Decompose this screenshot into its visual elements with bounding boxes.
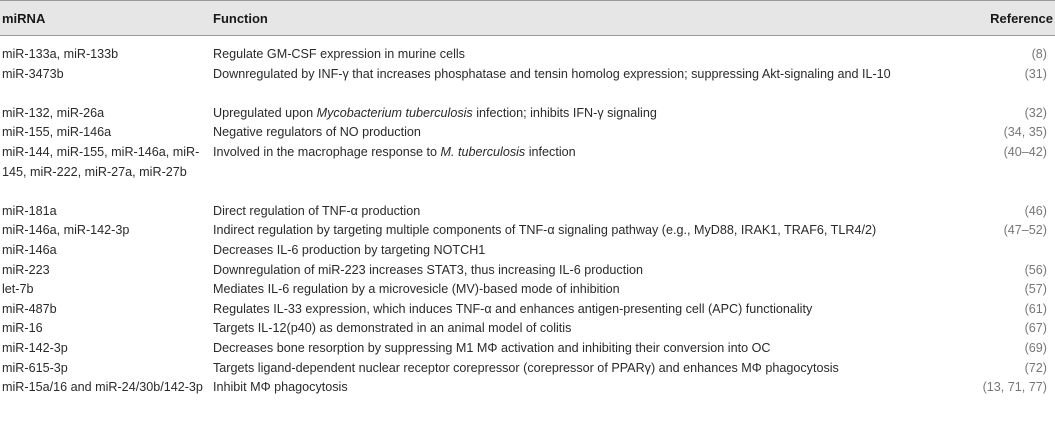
cell-mirna: miR-155, miR-146a	[2, 125, 112, 140]
header-mirna: miRNA	[2, 11, 46, 26]
cell-mirna: miR-144, miR-155, miR-146a, miR-145, miR-222, miR-27a, miR-27b	[2, 144, 200, 179]
cell-function: Mediates IL-6 regulation by a microvesicle (MV)-based mode of inhibition	[213, 282, 620, 297]
function-text: infection	[525, 144, 576, 159]
cell-reference: (61)	[1024, 301, 1047, 316]
table-row	[0, 104, 1055, 124]
table-row	[0, 241, 1055, 261]
header-function: Function	[213, 11, 268, 26]
function-italic: Mycobacterium tuberculosis	[316, 105, 473, 120]
table-row	[0, 261, 1055, 281]
cell-function: Decreases IL-6 production by targeting NOTCH1	[213, 242, 486, 257]
function-text: Involved in the macrophage response to	[213, 144, 441, 159]
cell-function: Downregulation of miR-223 increases STAT3, thus increasing IL-6 production	[213, 262, 644, 277]
cell-mirna: miR-615-3p	[2, 360, 68, 375]
table-row	[0, 221, 1055, 241]
cell-mirna: miR-181a	[2, 203, 57, 218]
cell-reference: (67)	[1024, 321, 1047, 336]
table-row	[0, 378, 1055, 417]
cell-function	[213, 143, 948, 163]
cell-reference: (13, 71, 77)	[982, 380, 1047, 395]
table-row	[0, 359, 1055, 379]
cell-mirna: miR-142-3p	[2, 340, 68, 355]
cell-function: Regulate GM-CSF expression in murine cells	[213, 47, 465, 61]
table-header	[0, 0, 1055, 36]
cell-function: Decreases bone resorption by suppressing M1 MΦ activation and inhibiting their conversion into OC	[213, 340, 771, 355]
cell-mirna: miR-487b	[2, 301, 57, 316]
cell-reference: (34, 35)	[1003, 125, 1047, 140]
cell-reference: (46)	[1024, 203, 1047, 218]
cell-mirna: miR-16	[2, 321, 43, 336]
cell-mirna: miR-133a, miR-133b	[2, 47, 119, 61]
table-row	[0, 202, 1055, 222]
cell-mirna: miR-223	[2, 262, 50, 277]
table-row	[0, 300, 1055, 320]
table-row	[0, 123, 1055, 143]
cell-mirna: miR-15a/16 and miR-24/30b/142-3p	[2, 380, 203, 395]
function-text: infection; inhibits IFN-γ signaling	[472, 105, 657, 120]
table-row	[0, 280, 1055, 300]
cell-function: Regulates IL-33 expression, which induces TNF-α and enhances antigen-presenting cell (APC) functionality	[213, 301, 813, 316]
cell-reference: (47–52)	[1003, 223, 1047, 238]
function-italic: M. tuberculosis	[440, 144, 526, 159]
function-text: Upregulated upon	[213, 105, 317, 120]
cell-mirna: miR-3473b	[2, 66, 64, 81]
cell-reference: (8)	[1031, 47, 1047, 61]
cell-reference: (72)	[1024, 360, 1047, 375]
table-body	[0, 45, 1055, 417]
cell-mirna: let-7b	[2, 282, 34, 297]
cell-reference: (40–42)	[1003, 144, 1047, 159]
table-row	[0, 339, 1055, 359]
header-reference: Reference	[990, 11, 1053, 26]
table-row	[0, 319, 1055, 339]
cell-function: Targets IL-12(p40) as demonstrated in an animal model of colitis	[213, 321, 572, 336]
cell-reference: (69)	[1024, 340, 1047, 355]
cell-function: Targets ligand-dependent nuclear receptor corepressor (corepressor of PPARγ) and enhances MΦ phagocytosis	[213, 360, 839, 375]
cell-function	[213, 104, 948, 124]
cell-mirna: miR-146a	[2, 242, 57, 257]
cell-reference: (56)	[1024, 262, 1047, 277]
cell-function: Negative regulators of NO production	[213, 125, 421, 140]
cell-function: Direct regulation of TNF-α production	[213, 203, 421, 218]
table-row	[0, 45, 1055, 65]
cell-reference: (31)	[1024, 66, 1047, 81]
cell-reference: (32)	[1024, 105, 1047, 120]
cell-reference: (57)	[1024, 282, 1047, 297]
cell-function: Indirect regulation by targeting multiple components of TNF-α signaling pathway (e.g., MyD88, IRAK1, TRAF6, TLR4/2)	[213, 223, 877, 238]
table-row	[0, 143, 1055, 202]
cell-mirna: miR-132, miR-26a	[2, 105, 105, 120]
table-row	[0, 65, 1055, 104]
cell-function: Inhibit MΦ phagocytosis	[213, 380, 348, 395]
cell-mirna: miR-146a, miR-142-3p	[2, 223, 130, 238]
cell-function: Downregulated by INF-γ that increases phosphatase and tensin homolog expression; suppressing Akt-signaling and IL-10	[213, 66, 891, 81]
